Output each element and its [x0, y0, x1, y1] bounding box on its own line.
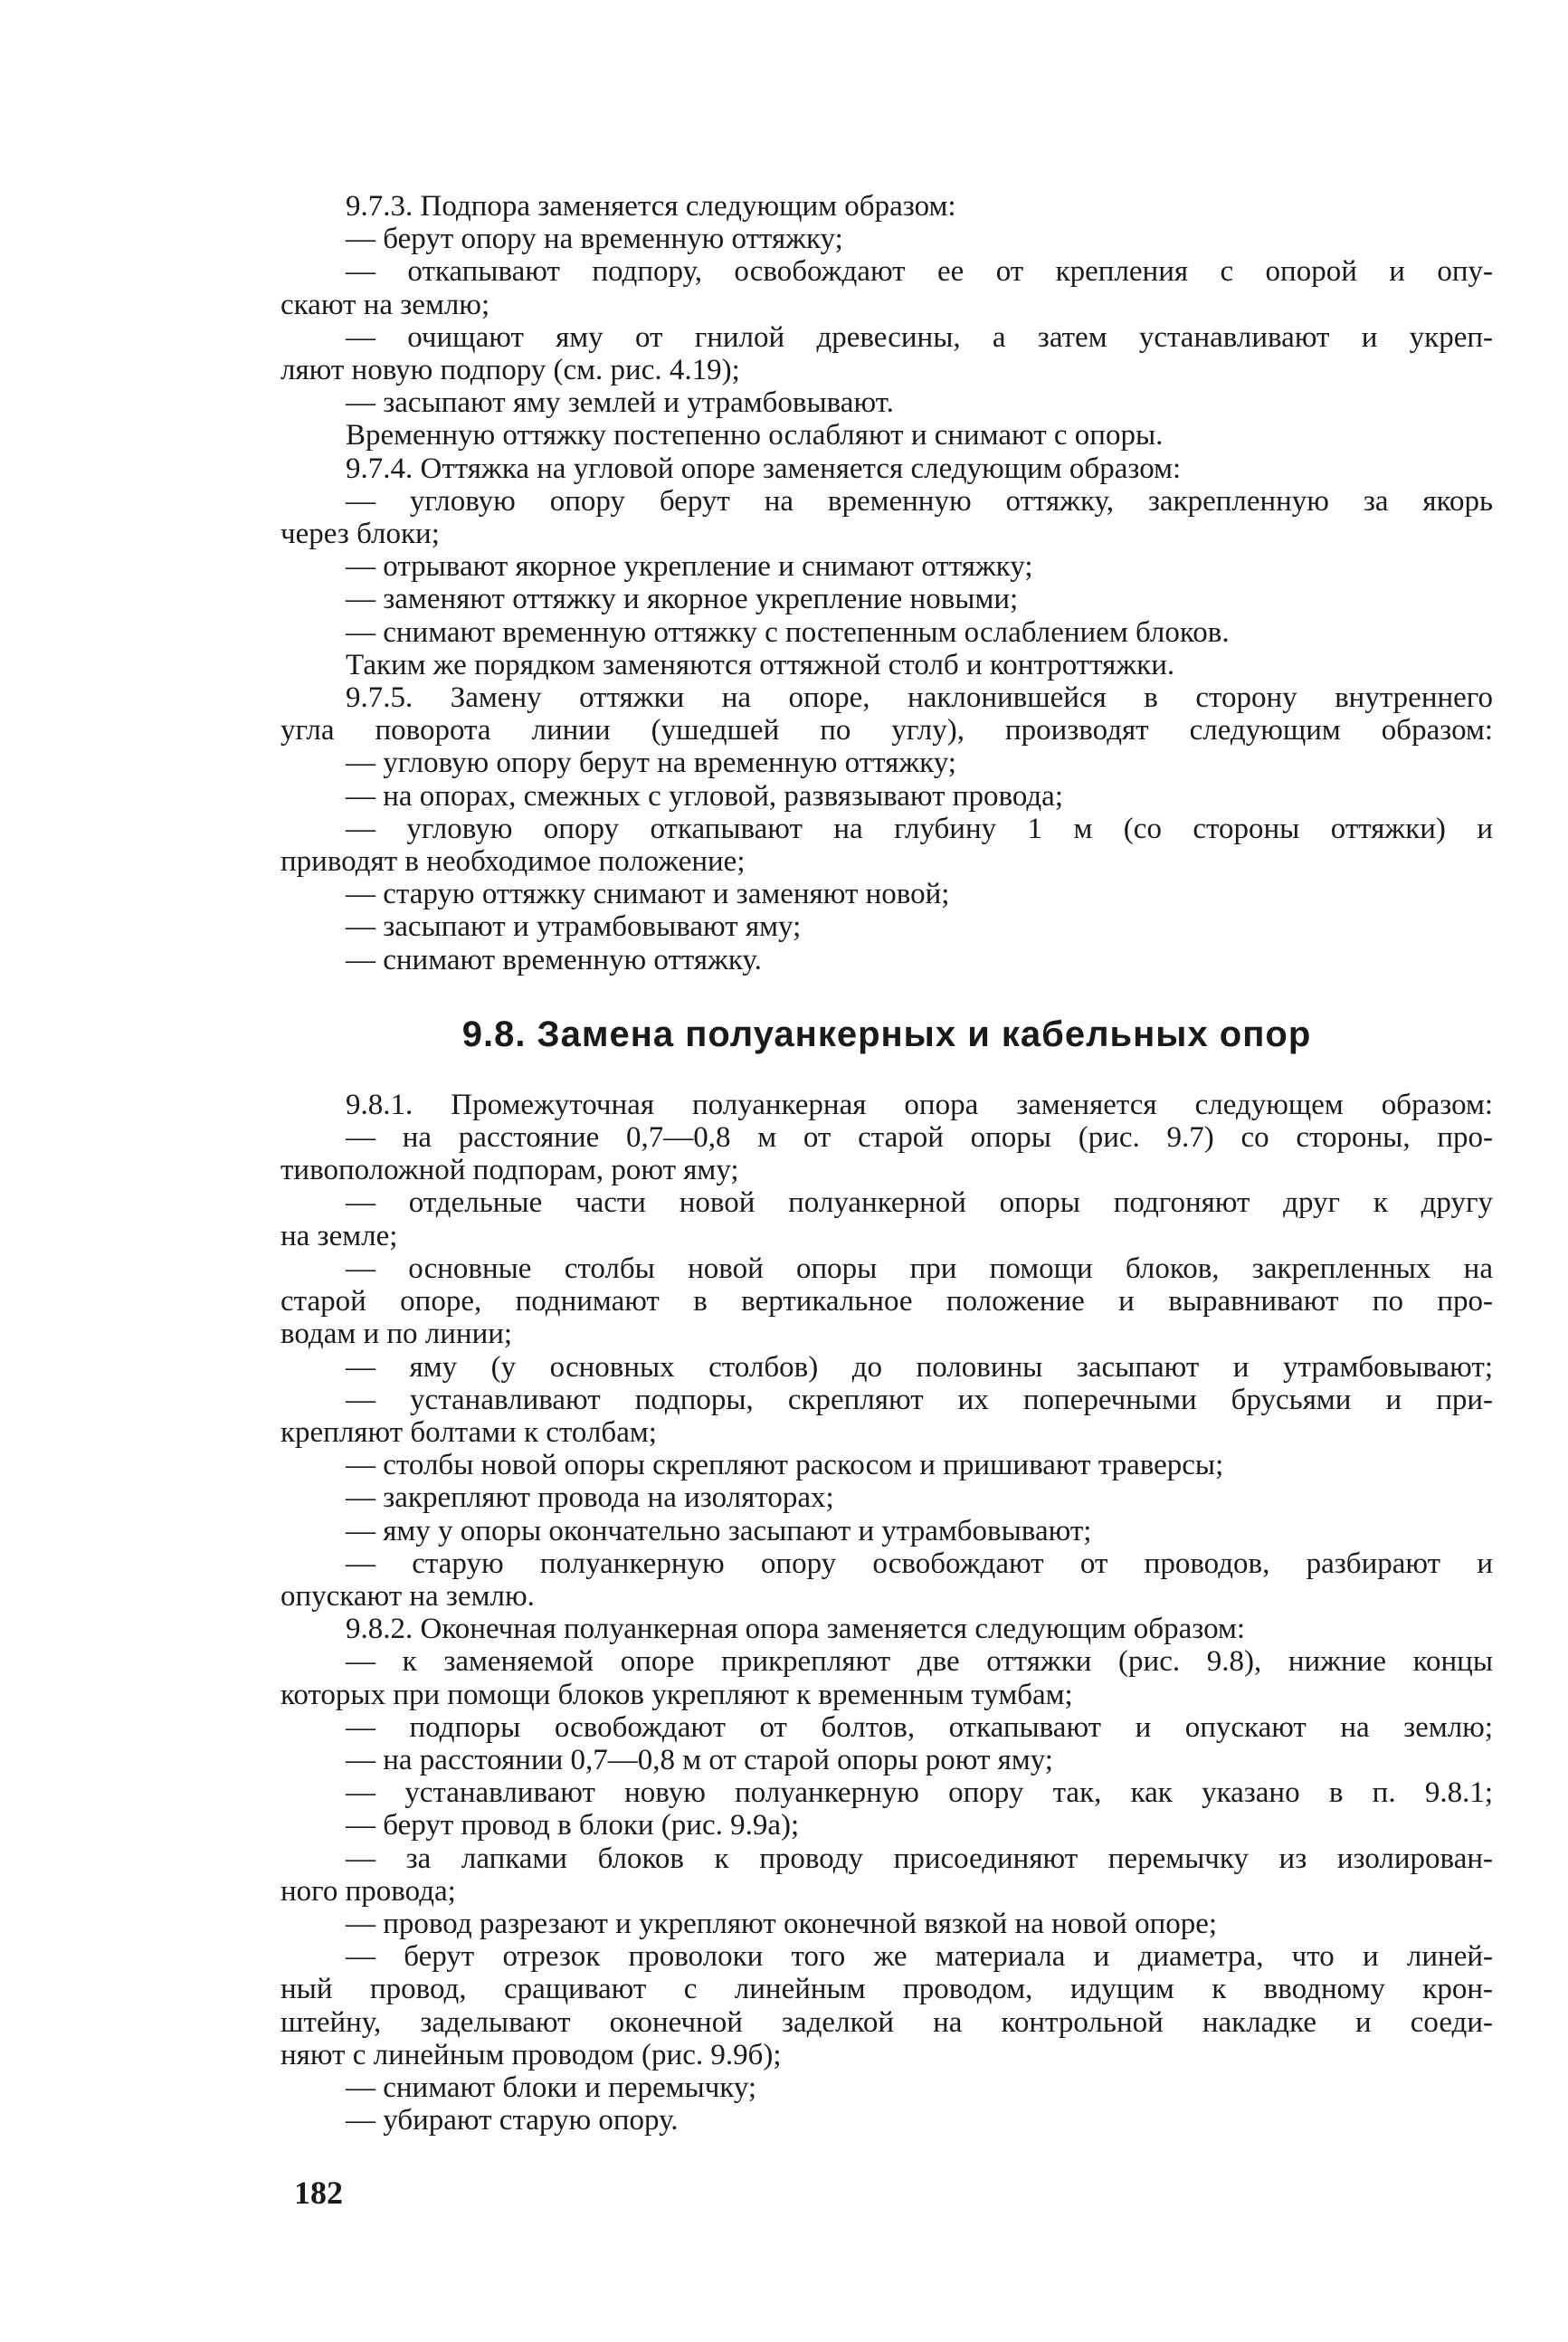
text-line: — к заменяемой опоре прикрепляют две оттяжки (рис. 9.8), нижние концы	[346, 1645, 1493, 1679]
text-line: няют с линейным проводом (рис. 9.9б);	[280, 2038, 782, 2071]
text-line: ного провода;	[280, 1874, 456, 1908]
text-line: — основные столбы новой опоры при помощи блоков, закрепленных на	[346, 1252, 1493, 1285]
text-line: крепляют болтами к столбам;	[280, 1415, 657, 1449]
section-9-8-text	[280, 1089, 1493, 2137]
text-line: Таким же порядком заменяются оттяжной столб и контроттяжки.	[346, 648, 1175, 681]
text-line: — заменяют оттяжку и якорное укрепление новыми;	[346, 583, 1019, 616]
text-line: — за лапками блоков к проводу присоединяют перемычку из изолирован-	[346, 1842, 1493, 1875]
text-line: угла поворота линии (ушедшей по углу), производят следующим образом:	[280, 714, 1493, 747]
text-line: через блоки;	[280, 518, 440, 551]
text-line: Временную оттяжку постепенно ослабляют и снимают с опоры.	[346, 419, 1164, 452]
text-line: — берут провод в блоки (рис. 9.9а);	[346, 1809, 800, 1842]
text-line: — угловую опору берут на временную оттяжку, закрепленную за якорь	[346, 484, 1493, 518]
text-line: — берут опору на временную оттяжку;	[346, 223, 843, 256]
text-line: — засыпают яму землей и утрамбовывают.	[346, 386, 894, 420]
text-line: — очищают яму от гнилой древесины, а затем устанавливают и укреп-	[346, 320, 1493, 354]
text-line: 9.7.5. Замену оттяжки на опоре, наклонившейся в сторону внутреннего	[346, 681, 1493, 715]
text-line: — старую оттяжку снимают и заменяют новой;	[346, 878, 950, 911]
text-line: — угловую опору откапывают на глубину 1 м (со стороны оттяжки) и	[346, 812, 1493, 845]
text-line: — откапывают подпору, освобождают ее от крепления с опорой и опу-	[346, 255, 1493, 289]
text-line: — закрепляют провода на изоляторах;	[346, 1481, 834, 1515]
text-line: — старую полуанкерную опору освобождают от проводов, разбирают и	[346, 1547, 1493, 1580]
text-line: — провод разрезают и укрепляют оконечной вязкой на новой опоре;	[346, 1907, 1218, 1940]
text-line: приводят в необходимое положение;	[280, 845, 746, 879]
text-line: — убирают старую опору.	[346, 2104, 679, 2137]
text-line: — устанавливают подпоры, скрепляют их поперечными брусьями и при-	[346, 1383, 1493, 1416]
text-line: ный провод, сращивают с линейным проводом, идущим к вводному крон-	[280, 1973, 1493, 2006]
text-line: — засыпают и утрамбовывают яму;	[346, 910, 802, 944]
text-line: тивоположной подпорам, роют яму;	[280, 1154, 739, 1187]
text-line: старой опоре, поднимают в вертикальное положение и выравнивают по про-	[280, 1285, 1493, 1319]
text-line: — устанавливают новую полуанкерную опору так, как указано в п. 9.8.1;	[346, 1776, 1493, 1810]
text-line: — яму у опоры окончательно засыпают и утрамбовывают;	[346, 1514, 1092, 1547]
text-line: которых при помощи блоков укрепляют к временным тумбам;	[280, 1678, 1073, 1711]
text-line: 9.8.1. Промежуточная полуанкерная опора заменяется следующем образом:	[346, 1088, 1493, 1121]
text-line: 9.7.3. Подпора заменяется следующим образом:	[346, 190, 956, 223]
text-line: — на расстоянии 0,7—0,8 м от старой опоры роют яму;	[346, 1743, 1053, 1776]
text-line: на земле;	[280, 1219, 398, 1252]
text-line: — снимают временную оттяжку.	[346, 943, 762, 976]
text-line: — снимают временную оттяжку с постепенным ослаблением блоков.	[346, 615, 1230, 649]
text-line: скают на землю;	[280, 288, 490, 321]
text-line: штейну, заделывают оконечной заделкой на контрольной накладке и соеди-	[280, 2005, 1493, 2039]
text-line: водам и по линии;	[280, 1318, 513, 1351]
text-line: — угловую опору берут на временную оттяжку;	[346, 747, 956, 780]
section-9-7-text	[280, 190, 1493, 976]
text-line: — берут отрезок проволоки того же материала и диаметра, что и линей-	[346, 1940, 1493, 1974]
text-line: опускают на землю.	[280, 1579, 535, 1613]
page-body	[280, 190, 1493, 2137]
text-line: — отдельные части новой полуанкерной опоры подгоняют друг к другу	[346, 1186, 1493, 1220]
text-line: — столбы новой опоры скрепляют раскосом и пришивают траверсы;	[346, 1449, 1224, 1482]
text-line: — снимают блоки и перемычку;	[346, 2071, 757, 2104]
text-line: — отрывают якорное укрепление и снимают оттяжку;	[346, 550, 1033, 584]
text-line: — подпоры освобождают от болтов, откапывают и опускают на землю;	[346, 1710, 1493, 1744]
text-line: 9.8.2. Оконечная полуанкерная опора заменяется следующим образом:	[346, 1613, 1245, 1646]
page-number: 182	[294, 2175, 343, 2211]
text-line: ляют новую подпору (см. рис. 4.19);	[280, 354, 740, 387]
text-line: — на расстояние 0,7—0,8 м от старой опоры (рис. 9.7) со стороны, про-	[346, 1121, 1493, 1155]
text-line: — на опорах, смежных с угловой, развязывают провода;	[346, 779, 1063, 813]
text-line: 9.7.4. Оттяжка на угловой опоре заменяется следующим образом:	[346, 452, 1182, 485]
text-line: — яму (у основных столбов) до половины засыпают и утрамбовывают;	[346, 1350, 1493, 1384]
section-heading-9-8: 9.8. Замена полуанкерных и кабельных опор	[461, 1014, 1312, 1054]
